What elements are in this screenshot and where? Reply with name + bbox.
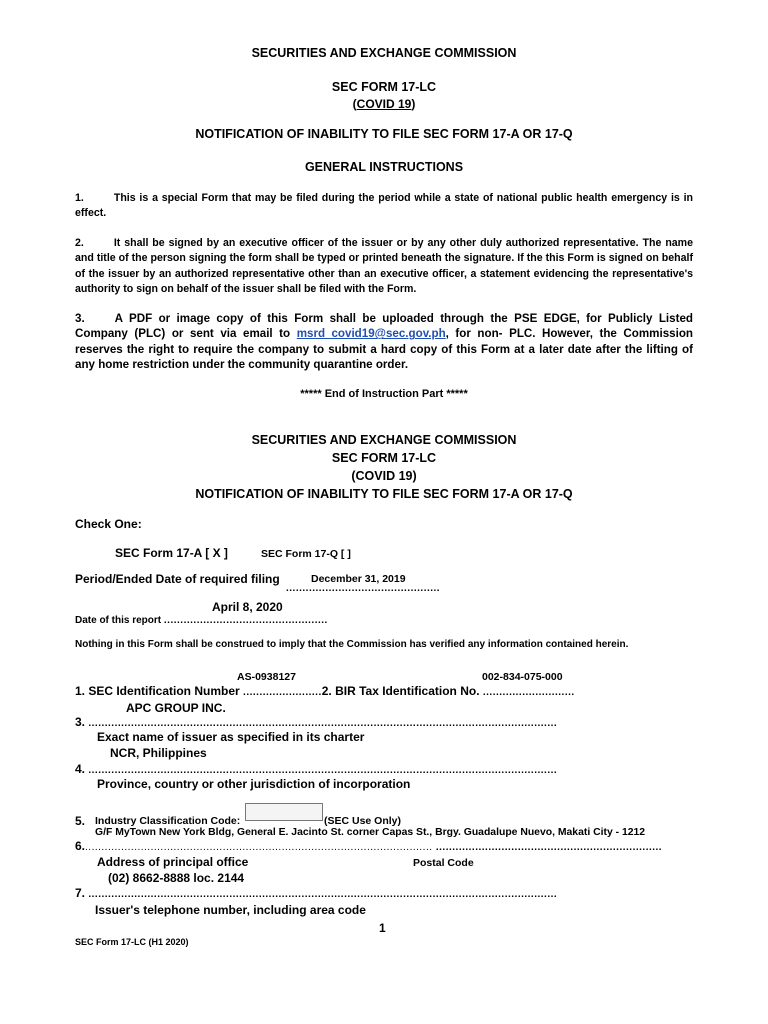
- form-name-heading: SEC FORM 17-LC: [331, 80, 437, 94]
- industry-code-field[interactable]: [245, 803, 323, 821]
- covid-tag-text: COVID 19: [356, 97, 412, 111]
- items-1-2-row: [75, 684, 575, 698]
- period-label: Period/Ended Date of required filing: [75, 572, 280, 586]
- sec-id-value: AS-0938127: [237, 671, 296, 683]
- form-code-footer: SEC Form 17-LC (H1 2020): [75, 937, 189, 947]
- instruction-3-text-after: , for non- PLC. However, the Commission reserves the right to require the company to submit a hard copy of this Form at a later date after the lifting of any home restriction under the community quarantine order.: [75, 327, 693, 371]
- instruction-3: [75, 311, 693, 372]
- commission-heading: SECURITIES AND EXCHANGE COMMISSION: [251, 46, 517, 60]
- telephone-value: (02) 8662-8888 loc. 2144: [108, 871, 245, 885]
- item-6-number: 6.: [75, 839, 86, 853]
- jurisdiction-value: NCR, Philippines: [110, 746, 207, 760]
- sec-use-only: (SEC Use Only): [324, 815, 402, 827]
- postal-code-label: Postal Code: [413, 857, 474, 869]
- item-4-line: [75, 762, 557, 776]
- tin-dots: ............................: [482, 687, 575, 698]
- period-value: December 31, 2019: [311, 573, 406, 585]
- item-7-line: [75, 886, 557, 900]
- tin-value: 002-834-075-000: [482, 671, 563, 683]
- item-6-line: [75, 839, 662, 853]
- report-date-field: [75, 615, 328, 626]
- form-name: SEC FORM 17-LC: [331, 451, 437, 465]
- end-of-instructions: ***** End of Instruction Part *****: [300, 388, 468, 400]
- report-date-dots: ..................................................: [163, 615, 328, 626]
- period-dots: ...............................................: [286, 583, 441, 594]
- instruction-1: [75, 191, 693, 222]
- address-caption: Address of principal office: [97, 855, 249, 869]
- item-5-number: 5.: [75, 814, 86, 828]
- tin-label: 2. BIR Tax Identification No.: [321, 684, 480, 698]
- notification-heading: NOTIFICATION OF INABILITY TO FILE SEC FORM 17-A OR 17-Q: [195, 127, 573, 141]
- report-date-label: Date of this report: [75, 615, 162, 626]
- option-17q-checkbox[interactable]: SEC Form 17-Q [ ]: [261, 548, 351, 560]
- jurisdiction-caption: Province, country or other jurisdiction of incorporation: [97, 777, 411, 791]
- item-7-number: 7.: [75, 886, 86, 900]
- issuer-name-value: APC GROUP INC.: [126, 701, 226, 715]
- industry-code-label: Industry Classification Code:: [95, 815, 241, 827]
- item-3-number: 3.: [75, 715, 86, 729]
- covid-tag: (COVID 19): [352, 97, 416, 111]
- item-6-dots-a: ..........................................................................................................: [85, 842, 433, 853]
- email-link[interactable]: msrd_covid19@sec.gov.ph: [296, 327, 446, 341]
- instruction-2-text: It shall be signed by an executive officer of the issuer or by any other duly authorized representative. The name and title of the person signing the form shall be typed or printed beneath the signature. If the this Form is signed on behalf of the issuer by an authorized representative other than an executive officer, a statement evidencing the representative's authority to sign on behalf of the issuer shall be filed with the Form.: [75, 237, 693, 295]
- item-6-dots-b: .....................................................................: [435, 842, 663, 853]
- item-4-number: 4.: [75, 762, 86, 776]
- item-3-line: [75, 715, 557, 729]
- item-4-dots: ...............................................................................................................................................: [88, 765, 558, 776]
- instruction-1-number: 1.: [75, 192, 84, 204]
- instruction-3-number: 3.: [75, 312, 85, 325]
- page-number: 1: [379, 921, 386, 935]
- item-7-dots: ...............................................................................................................................................: [88, 889, 558, 900]
- check-one-label: Check One:: [75, 517, 142, 531]
- sec-id-dots: ........................: [243, 687, 322, 698]
- telephone-caption: Issuer's telephone number, including area code: [95, 903, 366, 917]
- instruction-3-text-before: A PDF or image copy of this Form shall be uploaded through the PSE EDGE, for Publicly Listed Company (PLC) or sent via email to: [75, 312, 693, 341]
- form-covid-tag: (COVID 19): [351, 469, 417, 483]
- form-commission-heading: SECURITIES AND EXCHANGE COMMISSION: [251, 433, 517, 447]
- sec-id-label: 1. SEC Identification Number: [75, 684, 240, 698]
- disclaimer: Nothing in this Form shall be construed to imply that the Commission has verified any information contained herein.: [75, 639, 629, 650]
- address-value: G/F MyTown New York Bldg, General E. Jacinto St. corner Capas St., Brgy. Guadalupe Nuevo, Makati City - 1212: [95, 827, 646, 838]
- form-notification-title: NOTIFICATION OF INABILITY TO FILE SEC FORM 17-A OR 17-Q: [195, 487, 573, 501]
- report-date-value: April 8, 2020: [212, 600, 283, 614]
- instruction-2-number: 2.: [75, 237, 84, 249]
- issuer-name-caption: Exact name of issuer as specified in its charter: [97, 730, 365, 744]
- instruction-1-text: This is a special Form that may be filed during the period while a state of national public health emergency is in effect.: [75, 192, 693, 220]
- instructions-heading: GENERAL INSTRUCTIONS: [304, 160, 464, 174]
- option-17a-checkbox[interactable]: SEC Form 17-A [ X ]: [115, 546, 228, 560]
- instruction-2: [75, 236, 693, 297]
- item-3-dots: ...............................................................................................................................................: [88, 718, 558, 729]
